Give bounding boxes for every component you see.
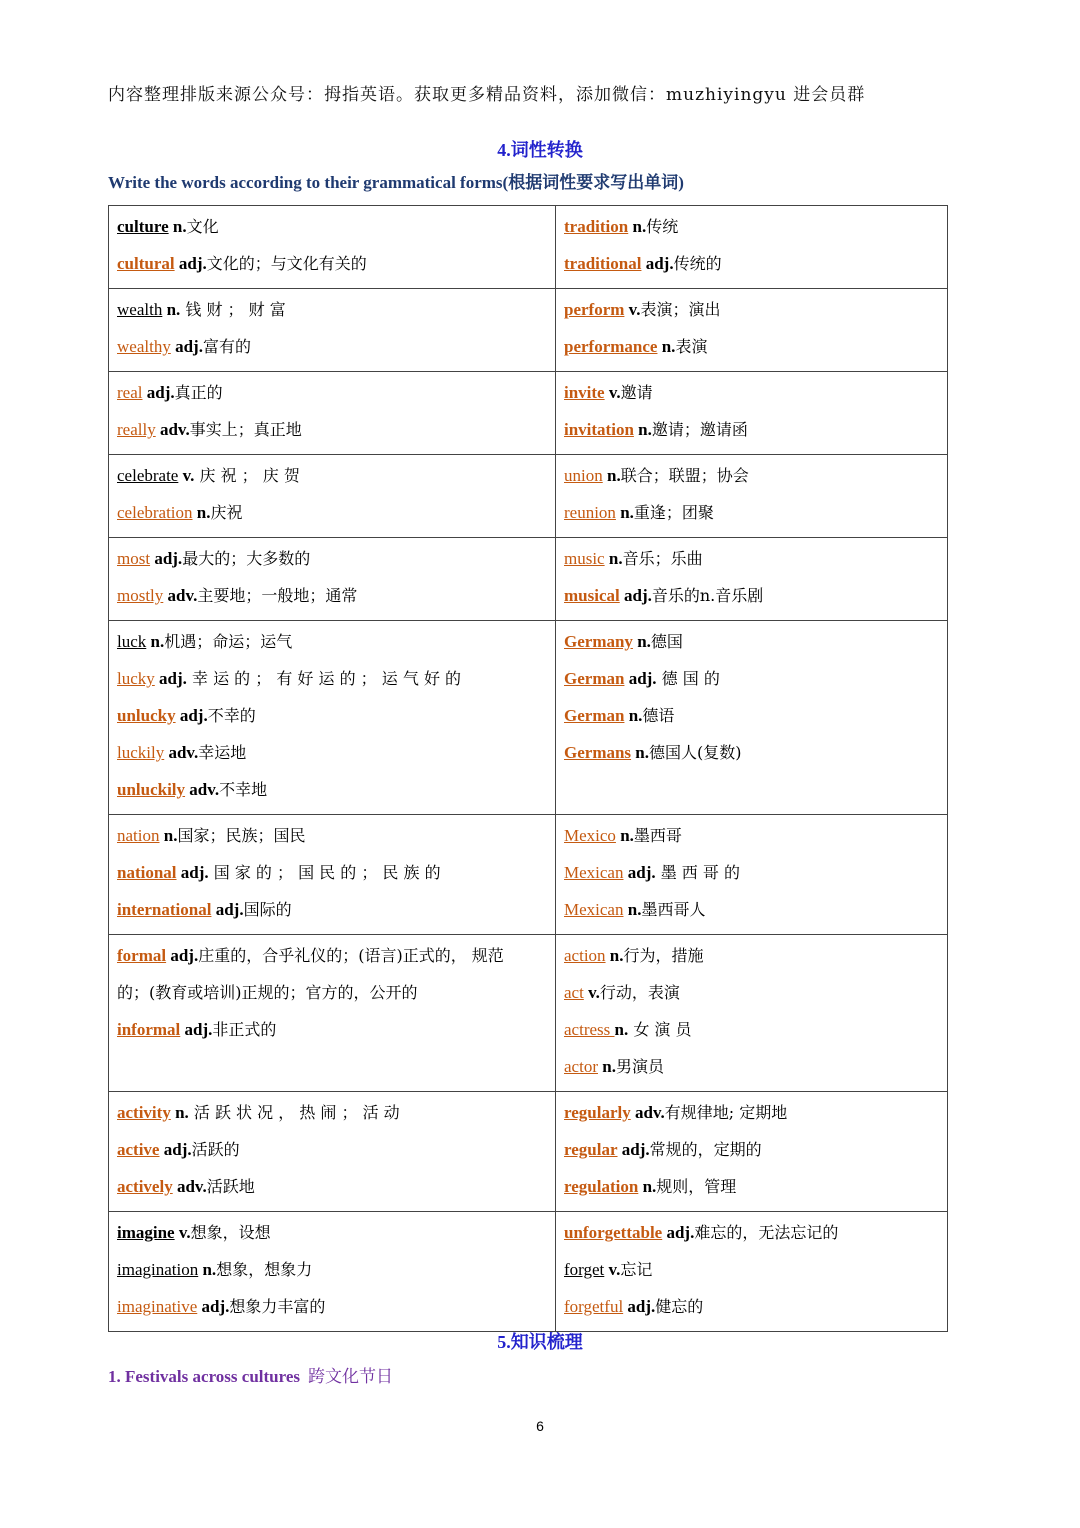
part-of-speech: adj.: [627, 863, 656, 882]
vocab-word: imagine: [117, 1223, 175, 1242]
part-of-speech: adv.: [168, 743, 199, 762]
word-meaning: 邀请: [620, 383, 653, 402]
vocab-word: actress: [564, 1020, 615, 1039]
word-meaning: 联合；联盟；协会: [620, 466, 749, 485]
vocab-word: wealth: [117, 300, 163, 319]
part-of-speech: v.: [178, 1223, 191, 1242]
word-meaning: 墨 西 哥 的: [655, 863, 740, 882]
part-of-speech: n.: [202, 1260, 217, 1279]
vocab-word: wealthy: [117, 337, 171, 356]
part-of-speech: adj.: [180, 863, 209, 882]
part-of-speech: n.: [620, 826, 634, 845]
part-of-speech: adj.: [623, 586, 652, 605]
word-meaning: 邀请；邀请函: [651, 420, 748, 439]
word-meaning: 主要地；一般地；通常: [197, 586, 358, 605]
table-cell-left: [109, 1092, 556, 1212]
part-of-speech: n.: [163, 826, 178, 845]
table-row: [109, 935, 948, 1092]
table-cell-right: [556, 935, 948, 1092]
vocab-entry: [564, 245, 939, 282]
table-cell-right: [556, 455, 948, 538]
word-meaning: 表演；演出: [640, 300, 721, 319]
section-4-title: 4.词性转换: [497, 140, 583, 160]
word-meaning: 幸 运 的 ； 有 好 运 的 ； 运 气 好 的: [186, 669, 462, 688]
word-meaning: 行为，措施: [623, 946, 704, 965]
vocab-entry: [564, 1048, 939, 1085]
vocab-entry: [564, 974, 939, 1011]
vocab-word: celebration: [117, 503, 193, 522]
word-meaning: 忘记: [620, 1260, 653, 1279]
word-meaning: 庄重的，合乎礼仪的；(语言)正式的， 规范: [198, 946, 504, 965]
vocab-entry: [117, 245, 547, 282]
vocab-word: Germany: [564, 632, 633, 651]
table-cell-right: [556, 1092, 948, 1212]
table-row: [109, 815, 948, 935]
vocab-entry: [117, 374, 547, 411]
part-of-speech: adj.: [627, 1297, 656, 1316]
word-meaning: 传统: [646, 217, 679, 236]
word-meaning: 最大的；大多数的: [182, 549, 311, 568]
vocab-word: invite: [564, 383, 605, 402]
table-cell-left: [109, 935, 556, 1092]
part-of-speech: adj.: [159, 669, 187, 688]
vocab-entry: [564, 623, 939, 660]
vocab-entry: [117, 1011, 547, 1048]
word-meaning: 庆 祝 ； 庆 贺: [194, 466, 300, 485]
vocab-entry: [564, 1094, 939, 1131]
word-meaning: 音乐的n.音乐剧: [651, 586, 764, 605]
part-of-speech: adj.: [170, 946, 199, 965]
vocab-entry: [564, 411, 939, 448]
part-of-speech: adj.: [621, 1140, 650, 1159]
vocab-entry: [117, 328, 547, 365]
part-of-speech: n.: [661, 337, 676, 356]
vocab-word: music: [564, 549, 605, 568]
vocab-word: invitation: [564, 420, 634, 439]
table-cell-left: [109, 372, 556, 455]
section-5-title: 5.知识梳理: [497, 1332, 583, 1352]
part-of-speech: adj.: [628, 669, 657, 688]
vocab-entry: [564, 540, 939, 577]
vocab-entry: [117, 891, 547, 928]
vocab-word: regulation: [564, 1177, 639, 1196]
vocab-word: formal: [117, 946, 167, 965]
part-of-speech: v.: [608, 383, 621, 402]
vocab-entry: [564, 208, 939, 245]
vocab-word: regular: [564, 1140, 618, 1159]
word-meaning: 不幸地: [219, 780, 268, 799]
part-of-speech: n.: [166, 300, 181, 319]
table-row: [109, 206, 948, 289]
vocab-word: real: [117, 383, 143, 402]
vocab-entry: [117, 1168, 547, 1205]
vocab-entry: [564, 494, 939, 531]
vocab-entry: [117, 771, 547, 808]
vocab-word: actor: [564, 1057, 598, 1076]
word-meaning: 国家；民族；国民: [177, 826, 306, 845]
part-of-speech: n.: [635, 743, 650, 762]
vocab-entry: [117, 817, 547, 854]
part-of-speech: n.: [608, 549, 623, 568]
part-of-speech: adj.: [154, 549, 183, 568]
table-cell-left: [109, 1212, 556, 1332]
word-meaning: 有规律地; 定期地: [664, 1103, 788, 1122]
vocab-word: active: [117, 1140, 160, 1159]
vocab-word: luck: [117, 632, 147, 651]
table-cell-left: [109, 455, 556, 538]
word-meaning: 想象，想象力: [216, 1260, 313, 1279]
vocab-word: cultural: [117, 254, 175, 273]
vocab-word: musical: [564, 586, 620, 605]
part-of-speech: adv.: [176, 1177, 207, 1196]
word-meaning: 常规的，定期的: [649, 1140, 762, 1159]
part-of-speech: n.: [620, 503, 634, 522]
vocab-word: Mexico: [564, 826, 616, 845]
vocab-entry: [564, 697, 939, 734]
word-meaning: 文化: [186, 217, 219, 236]
vocab-entry: [117, 1214, 547, 1251]
part-of-speech: n.: [602, 1057, 616, 1076]
part-of-speech: v.: [182, 466, 195, 485]
table-cell-right: [556, 621, 948, 815]
table-row: [109, 455, 948, 538]
vocab-entry: [117, 974, 547, 1011]
part-of-speech: n.: [638, 420, 652, 439]
table-cell-right: [556, 206, 948, 289]
word-meaning: 富有的: [202, 337, 251, 356]
word-meaning: 活跃地: [206, 1177, 255, 1196]
part-of-speech: v.: [608, 1260, 621, 1279]
vocab-entry: [564, 891, 939, 928]
vocab-word: really: [117, 420, 156, 439]
vocab-entry: [117, 1251, 547, 1288]
table-row: [109, 1092, 948, 1212]
vocab-entry: [117, 660, 547, 697]
vocab-word: forget: [564, 1260, 605, 1279]
vocab-word: German: [564, 706, 625, 725]
word-meaning: 重逢；团聚: [633, 503, 714, 522]
part-of-speech: adv.: [159, 420, 190, 439]
vocab-word: nation: [117, 826, 160, 845]
vocab-entry: [117, 1288, 547, 1325]
word-meaning: 规则，管理: [656, 1177, 737, 1196]
vocab-entry: [117, 291, 547, 328]
vocab-word: act: [564, 983, 584, 1002]
vocab-entry: [564, 1251, 939, 1288]
part-of-speech: adv.: [634, 1103, 665, 1122]
word-meaning: 非正式的: [212, 1020, 277, 1039]
word-meaning: 活跃的: [191, 1140, 240, 1159]
vocab-entry: [117, 411, 547, 448]
word-meaning: 文化的；与文化有关的: [206, 254, 367, 273]
vocab-entry: [117, 623, 547, 660]
vocab-word: imagination: [117, 1260, 199, 1279]
vocab-word: mostly: [117, 586, 164, 605]
vocab-word: Mexican: [564, 863, 624, 882]
part-of-speech: adj.: [184, 1020, 213, 1039]
vocab-word: Germans: [564, 743, 632, 762]
table-row: [109, 1212, 948, 1332]
table-cell-left: [109, 538, 556, 621]
vocab-entry: [564, 937, 939, 974]
festivals-heading-cn: 跨文化节日: [308, 1367, 394, 1387]
table-subtitle: Write the words according to their grammatical forms(根据词性要求写出单词): [108, 173, 684, 192]
vocab-entry: [117, 208, 547, 245]
festivals-heading-en: 1. Festivals across cultures: [108, 1367, 301, 1386]
table-row: [109, 289, 948, 372]
word-meaning: 事实上；真正地: [189, 420, 302, 439]
vocab-word: forgetful: [564, 1297, 624, 1316]
word-meaning: 表演: [675, 337, 708, 356]
word-meaning: 墨西哥人: [641, 900, 706, 919]
word-meaning: 活 跃 状 况 ， 热 闹 ； 活 动: [188, 1103, 400, 1122]
word-meaning: 真正的: [174, 383, 223, 402]
vocab-word: national: [117, 863, 177, 882]
table-row: [109, 372, 948, 455]
vocab-entry: [564, 660, 939, 697]
header-note: 内容整理排版来源公众号：拇指英语。获取更多精品资料，添加微信：muzhiyingyu 进会员群: [108, 85, 866, 105]
word-meaning: 钱 财 ； 财 富: [180, 300, 286, 319]
table-cell-left: [109, 206, 556, 289]
part-of-speech: n.: [150, 632, 165, 651]
part-of-speech: adj.: [201, 1297, 230, 1316]
vocab-word: tradition: [564, 217, 629, 236]
word-meaning: 想象，设想: [190, 1223, 271, 1242]
word-meaning: 男演员: [615, 1057, 664, 1076]
part-of-speech: adj.: [645, 254, 674, 273]
vocabulary-table: [108, 205, 948, 1332]
part-of-speech: adj.: [163, 1140, 192, 1159]
vocab-entry: [117, 734, 547, 771]
vocab-word: unlucky: [117, 706, 176, 725]
vocab-entry: [117, 1131, 547, 1168]
vocab-entry: [564, 457, 939, 494]
word-meaning: 行动，表演: [599, 983, 680, 1002]
vocab-entry: [117, 697, 547, 734]
part-of-speech: n.: [172, 217, 187, 236]
vocab-entry: [564, 1168, 939, 1205]
vocab-word: regularly: [564, 1103, 631, 1122]
table-cell-right: [556, 538, 948, 621]
word-meaning: 传统的: [673, 254, 722, 273]
vocab-word: Mexican: [564, 900, 624, 919]
vocab-entry: [117, 1094, 547, 1131]
vocab-word: German: [564, 669, 625, 688]
vocab-entry: [564, 291, 939, 328]
part-of-speech: adj.: [146, 383, 175, 402]
vocab-word: actively: [117, 1177, 173, 1196]
table-row: [109, 621, 948, 815]
vocab-entry: [117, 854, 547, 891]
vocab-entry: [564, 734, 939, 771]
vocab-word: activity: [117, 1103, 171, 1122]
table-cell-right: [556, 289, 948, 372]
vocab-word: imaginative: [117, 1297, 198, 1316]
part-of-speech: n.: [196, 503, 211, 522]
vocab-entry: [564, 374, 939, 411]
part-of-speech: n.: [642, 1177, 657, 1196]
word-meaning: 国 家 的 ； 国 民 的 ； 民 族 的: [208, 863, 441, 882]
vocab-entry: [564, 1011, 939, 1048]
part-of-speech: n.: [175, 1103, 189, 1122]
word-meaning: 音乐；乐曲: [622, 549, 703, 568]
word-meaning: 德国人(复数): [649, 743, 742, 762]
table-cell-right: [556, 372, 948, 455]
part-of-speech: adj.: [179, 706, 208, 725]
word-meaning: 难忘的，无法忘记的: [694, 1223, 839, 1242]
vocab-entry: [117, 937, 547, 974]
table-cell-right: [556, 1212, 948, 1332]
word-meaning: 德国: [650, 632, 683, 651]
word-meaning: 德 国 的: [656, 669, 720, 688]
vocab-word: informal: [117, 1020, 181, 1039]
vocab-word: lucky: [117, 669, 155, 688]
word-meaning: 德语: [642, 706, 675, 725]
part-of-speech: adv.: [189, 780, 220, 799]
word-meaning: 健忘的: [655, 1297, 704, 1316]
part-of-speech: n.: [609, 946, 624, 965]
word-meaning: 的；(教育或培训)正规的；官方的，公开的: [117, 983, 418, 1002]
table-cell-left: [109, 815, 556, 935]
vocab-word: unforgettable: [564, 1223, 663, 1242]
vocab-entry: [564, 577, 939, 614]
vocab-entry: [117, 457, 547, 494]
word-meaning: 庆祝: [210, 503, 243, 522]
word-meaning: 不幸的: [207, 706, 256, 725]
part-of-speech: adv.: [167, 586, 198, 605]
word-meaning: 女 演 员: [628, 1020, 692, 1039]
table-cell-right: [556, 815, 948, 935]
part-of-speech: n.: [606, 466, 621, 485]
part-of-speech: adj.: [666, 1223, 695, 1242]
table-row: [109, 538, 948, 621]
part-of-speech: adj.: [215, 900, 244, 919]
vocab-entry: [564, 1214, 939, 1251]
vocab-entry: [564, 1131, 939, 1168]
part-of-speech: n.: [614, 1020, 629, 1039]
part-of-speech: v.: [588, 983, 600, 1002]
vocab-word: action: [564, 946, 606, 965]
word-meaning: 幸运地: [198, 743, 247, 762]
word-meaning: 墨西哥: [633, 826, 682, 845]
vocab-entry: [117, 540, 547, 577]
vocab-word: international: [117, 900, 212, 919]
part-of-speech: adj.: [175, 337, 203, 356]
part-of-speech: adj.: [178, 254, 207, 273]
vocab-entry: [564, 817, 939, 854]
vocab-word: luckily: [117, 743, 165, 762]
vocab-entry: [564, 1288, 939, 1325]
part-of-speech: n.: [628, 706, 643, 725]
vocab-word: union: [564, 466, 603, 485]
vocab-word: unluckily: [117, 780, 186, 799]
part-of-speech: n.: [627, 900, 642, 919]
page-number: 6: [536, 1418, 544, 1434]
vocab-entry: [117, 494, 547, 531]
word-meaning: 想象力丰富的: [229, 1297, 326, 1316]
vocab-word: traditional: [564, 254, 642, 273]
part-of-speech: n.: [632, 217, 647, 236]
vocab-entry: [564, 328, 939, 365]
vocab-word: reunion: [564, 503, 616, 522]
vocab-entry: [117, 577, 547, 614]
word-meaning: 机遇；命运；运气: [164, 632, 293, 651]
part-of-speech: n.: [637, 632, 651, 651]
table-cell-left: [109, 621, 556, 815]
word-meaning: 国际的: [243, 900, 292, 919]
table-cell-left: [109, 289, 556, 372]
vocab-word: celebrate: [117, 466, 179, 485]
festivals-heading: [108, 1362, 393, 1387]
vocab-word: most: [117, 549, 151, 568]
vocab-word: perform: [564, 300, 625, 319]
vocab-entry: [564, 854, 939, 891]
part-of-speech: v.: [628, 300, 641, 319]
vocab-word: performance: [564, 337, 658, 356]
vocab-word: culture: [117, 217, 169, 236]
